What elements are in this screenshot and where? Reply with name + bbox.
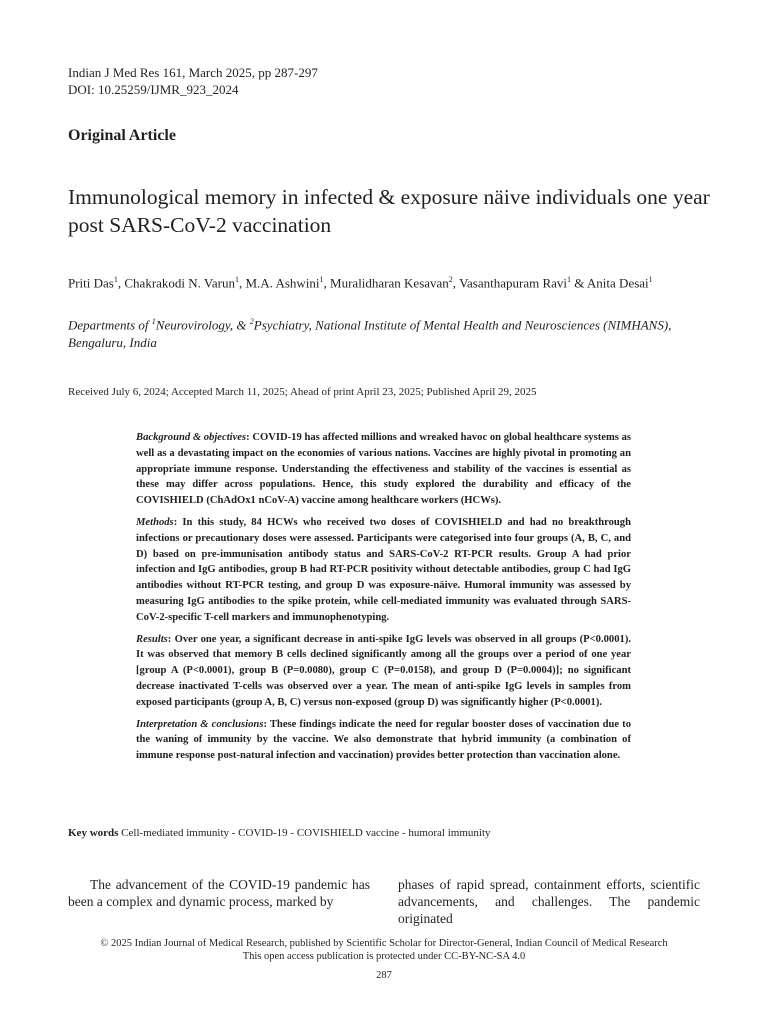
affiliation-rest: Psychiatry, National Institute of Mental Health and Neurosciences (NIMHANS), Bengaluru, India <box>68 317 672 351</box>
keywords <box>68 827 491 839</box>
keywords-label: Key words <box>68 827 119 839</box>
affiliation-num-1: 1 <box>151 317 156 326</box>
abstract-interpretation <box>136 717 631 764</box>
author-6: Anita Desai <box>586 275 649 291</box>
author-4: Muralidharan Kesavan <box>330 275 449 291</box>
abstract-results <box>136 632 631 711</box>
author-1-aff: 1 <box>113 275 118 284</box>
author-sep: , <box>323 275 331 291</box>
section-label: Original Article <box>68 127 176 144</box>
author-sep: , <box>238 275 246 291</box>
author-sep: , <box>452 275 460 291</box>
copyright-footer <box>0 937 768 963</box>
abstract-background <box>136 430 631 509</box>
abstract <box>136 430 631 770</box>
abstract-text: : Over one year, a significant decrease in anti-spike IgG levels was observed in all groups (P<0.0001). It was observed that memory B cells declined significantly among all the groups over a period of one year [group A (P<0.0001), group B (P=0.0080), group C (P=0.0158), and group D (P=0.0004)]; no significant decrease inactivated T-cells was observed over a year. The mean of anti-spike IgG levels in samples from exposed participants (group A, B, C) versus non-exposed (group D) was significantly higher (P<0.0001). <box>136 633 631 708</box>
author-3-aff: 1 <box>319 275 324 284</box>
author-1: Priti Das <box>68 275 114 291</box>
author-4-aff: 2 <box>448 275 453 284</box>
abstract-label: Background & objectives <box>136 432 247 443</box>
abstract-text: : In this study, 84 HCWs who received two doses of COVISHIELD and had no breakthrough infections or precautionary doses were assessed. Participants were categorised into four groups (A, B, C, and D) based on pre-immunisation antibody status and SARS-CoV-2 RT-PCR results. Group A had prior infection and IgG antibodies, group B had RT-PCR positivity without detectable antibodies, group C had IgG antibodies without RT-PCR testing, and group D was exposure-näive. Humoral immunity was assessed by measuring IgG antibodies to the spike protein, while cell-mediated immunity was evaluated through SARS-CoV-2-specific T-cell markers and immunophenotyping. <box>136 516 631 623</box>
abstract-label: Interpretation & conclusions <box>136 718 264 730</box>
doi-line: DOI: 10.25259/IJMR_923_2024 <box>68 82 239 97</box>
abstract-label: Methods <box>136 516 174 528</box>
publication-dates: Received July 6, 2024; Accepted March 11, 2025; Ahead of print April 23, 2025; Published April 29, 2025 <box>68 386 537 398</box>
affiliation <box>68 313 708 352</box>
affiliation-num-2: 2 <box>249 317 254 326</box>
journal-citation: Indian J Med Res 161, March 2025, pp 287-297 <box>68 65 318 80</box>
author-2: Chakrakodi N. Varun <box>124 275 235 291</box>
article-title: Immunological memory in infected & exposure näive individuals one year post SARS-CoV-2 vaccination <box>68 185 710 237</box>
author-sep: , <box>117 275 125 291</box>
author-5: Vasanthapuram Ravi <box>459 275 568 291</box>
body-column-right: phases of rapid spread, containment efforts, scientific advancements, and challenges. The pandemic originated <box>398 877 700 926</box>
citation-block <box>68 64 318 98</box>
affiliation-dept-1: Neurovirology, & <box>155 317 250 333</box>
author-sep: & <box>571 275 587 291</box>
author-3: M.A. Ashwini <box>245 275 320 291</box>
license-line: This open access publication is protected under CC-BY-NC-SA 4.0 <box>242 951 526 962</box>
abstract-label: Results <box>136 633 168 645</box>
author-2-aff: 1 <box>234 275 239 284</box>
affiliation-prefix: Departments of <box>68 317 152 333</box>
author-5-aff: 1 <box>567 275 572 284</box>
abstract-text: : These findings indicate the need for regular booster doses of vaccination due to the waning of immunity by the vaccine. We also demonstrate that hybrid immunity (a combination of immune response post-natural infection and vaccination) provides better protection than vaccination alone. <box>136 718 631 762</box>
author-6-aff: 1 <box>648 275 653 284</box>
keywords-text: Cell-mediated immunity - COVID-19 - COVISHIELD vaccine - humoral immunity <box>118 827 491 839</box>
page-number: 287 <box>376 970 392 981</box>
body-column-left: The advancement of the COVID-19 pandemic has been a complex and dynamic process, marked by <box>68 877 370 909</box>
abstract-text: : COVID-19 has affected millions and wreaked havoc on global healthcare systems as well as a devastating impact on the economies of various nations. Vaccines are highly pivotal in promoting an appropriate immune response. Understanding the effectiveness and stability of the vaccines is essential as these may differ across populations. Hence, this study explored the durability and efficacy of the COVISHIELD (ChAdOx1 nCoV-A) vaccine among healthcare workers (HCWs). <box>136 432 632 507</box>
author-list <box>68 275 653 291</box>
abstract-methods <box>136 515 631 626</box>
copyright-line: © 2025 Indian Journal of Medical Research, published by Scientific Scholar for Director-General, Indian Council of Medical Research <box>100 938 668 949</box>
